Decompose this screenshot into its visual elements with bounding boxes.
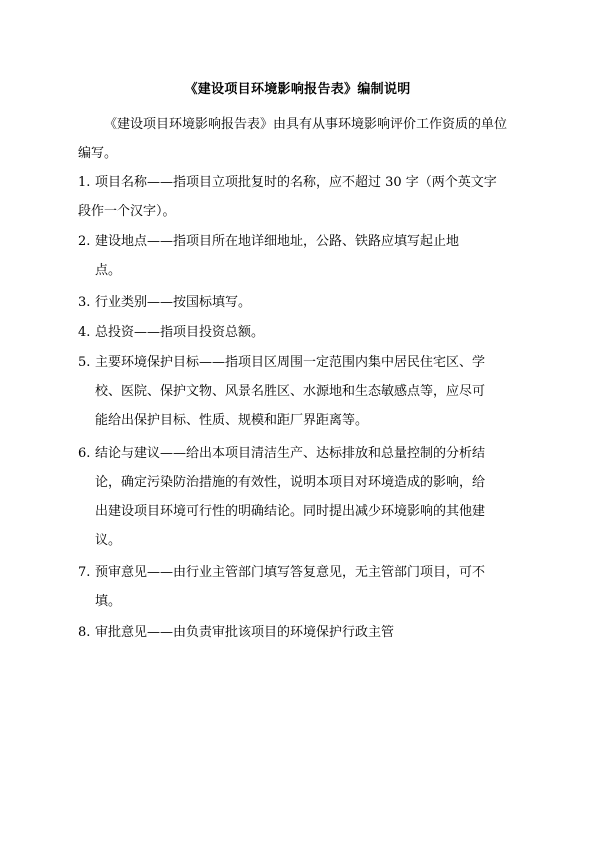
list-item-4-line-1	[78, 318, 520, 347]
list-item-7-line-1	[78, 558, 520, 587]
list-item-5	[78, 348, 520, 435]
intro-paragraph: 《建设项目环境影响报告表》由具有从事环境影响评价工作资质的单位编写。	[78, 117, 508, 161]
list-item-8-line-1	[78, 618, 520, 647]
list-item-2-line-1	[78, 227, 520, 256]
list-item-3	[78, 288, 520, 317]
list-item-7-number: 7.	[78, 565, 91, 580]
list-item-1	[78, 168, 520, 226]
list-item-6-line-2: 论，确定污染防治措施的有效性，说明本项目对环境造成的影响，给	[95, 475, 486, 490]
list-item-5-text-1: 主要环境保护目标——指项目区周围一定范围内集中居民住宅区、学	[95, 355, 486, 370]
list-item-2-text-1: 建设地点——指项目所在地详细地址，公路、铁路应填写起止地	[95, 234, 460, 249]
list-item-4	[78, 318, 520, 347]
list-item-1-line-2: 段作一个汉字）。	[78, 204, 176, 219]
list-item-3-number: 3.	[78, 295, 91, 310]
list-item-5-line-2: 校、医院、保护文物、风景名胜区、水源地和生态敏感点等，应尽可	[95, 384, 486, 399]
list-item-1-number: 1.	[78, 175, 91, 190]
list-item-2	[78, 227, 520, 285]
list-item-6-line-3: 出建设项目环境可行性的明确结论。同时提出减少环境影响的其他建	[95, 504, 486, 519]
list-item-3-line-1	[78, 288, 520, 317]
document-title: 《建设项目环境影响报告表》编制说明	[184, 82, 411, 97]
list-item-8	[78, 618, 520, 647]
list-item-7-line-2: 填。	[95, 594, 122, 609]
list-item-4-number: 4.	[78, 325, 91, 340]
list-item-6	[78, 439, 520, 555]
list-item-2-line-2: 点。	[95, 263, 122, 278]
list-item-8-text-1: 审批意见——由负责审批该项目的环境保护行政主管	[95, 625, 395, 640]
list-item-7	[78, 558, 520, 616]
list-item-6-number: 6.	[78, 446, 91, 461]
list-item-4-text-1: 总投资——指项目投资总额。	[95, 325, 265, 340]
list-item-5-line-3: 能给出保护目标、性质、规模和距厂界距离等。	[95, 413, 369, 428]
list-item-7-text-1: 预审意见——由行业主管部门填写答复意见，无主管部门项目，可不	[95, 565, 486, 580]
list-item-3-text-1: 行业类别——按国标填写。	[95, 295, 252, 310]
list-item-1-text-1: 项目名称——指项目立项批复时的名称，应不超过 30 字（两个英文字	[95, 175, 497, 190]
list-item-8-number: 8.	[78, 625, 91, 640]
list-item-1-line-1	[78, 168, 520, 197]
list-item-6-text-1: 结论与建议——给出本项目清洁生产、达标排放和总量控制的分析结	[95, 446, 486, 461]
list-item-6-line-4: 议。	[95, 533, 122, 548]
list-item-5-line-1	[78, 348, 520, 377]
list-item-6-line-1	[78, 439, 520, 468]
list-item-2-number: 2.	[78, 234, 91, 249]
list-item-5-number: 5.	[78, 355, 91, 370]
